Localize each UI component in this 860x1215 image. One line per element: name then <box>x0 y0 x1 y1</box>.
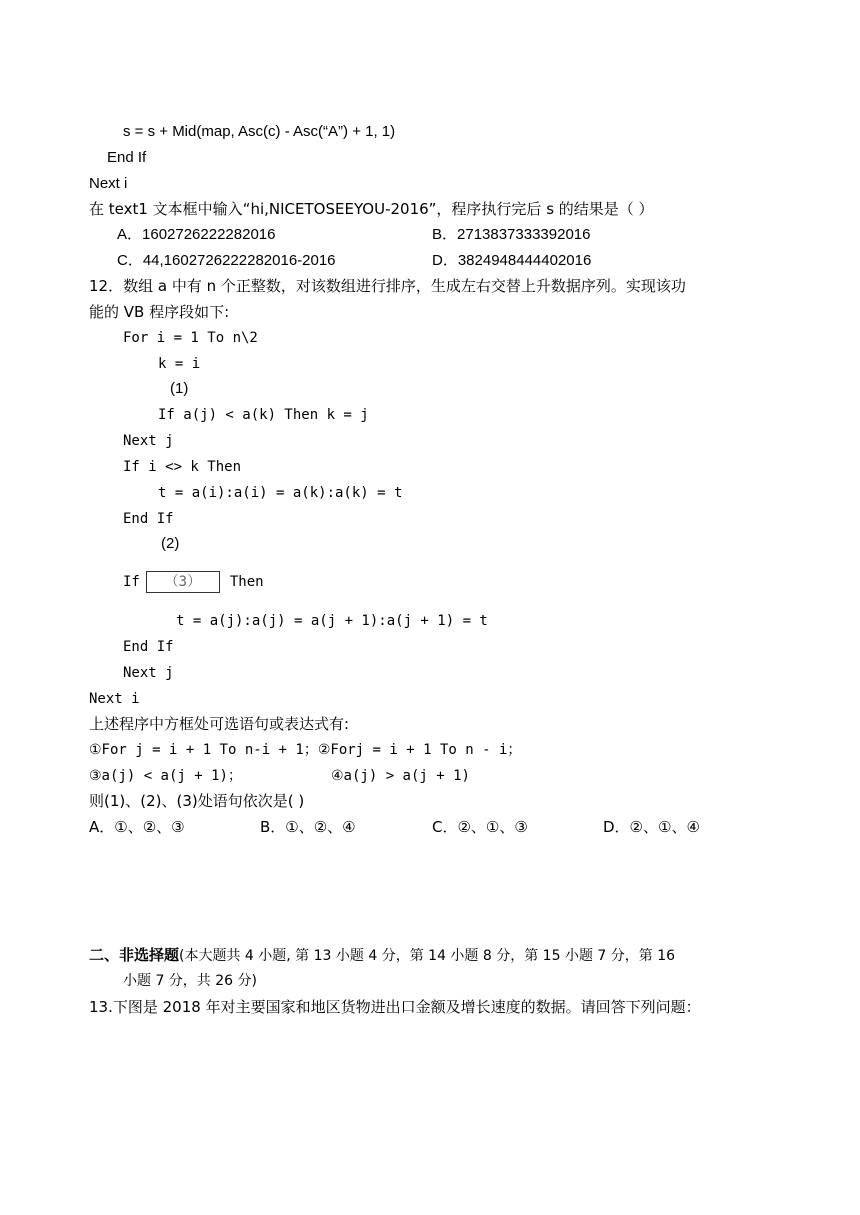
q13-stem: 13.下图是 2018 年对主要国家和地区货物进出口金额及增长速度的数据。请回答下列问题： <box>89 998 701 1016</box>
code-line-next-i: Next i <box>89 175 128 192</box>
q12-option-c: C．②、①、③ <box>432 818 528 836</box>
q12-option-a: A．①、②、③ <box>89 818 185 836</box>
q12-candidate-3: ③a(j) < a(j + 1)； <box>89 768 242 784</box>
code-line-end-if: End If <box>107 149 147 166</box>
section2-note-line1: (本大题共 4 小题, 第 13 小题 4 分，第 14 小题 8 分，第 15 小题 7 分，第 16 <box>179 948 676 964</box>
code-then-keyword: Then <box>229 574 264 590</box>
section2-note-line2: 小题 7 分，共 26 分) <box>123 973 257 989</box>
q11-option-d: D．3824948444402016 <box>432 252 592 269</box>
blank-2-label: (2) <box>161 535 180 552</box>
code-next-j-2: Next j <box>123 665 174 681</box>
q11-option-b: B．2713837333392016 <box>432 226 591 243</box>
q12-stem-line2: 能的 VB 程序段如下: <box>89 303 230 321</box>
section2-line1 <box>89 945 675 966</box>
q12-candidates-1-2: ①For j = i + 1 To n-i + 1；②Forj = i + 1 To n - i； <box>89 742 522 758</box>
q12-ask: 则(1)、(2)、(3)处语句依次是( ) <box>89 792 305 810</box>
q11-option-c: C．44,1602726222282016-2016 <box>117 252 336 269</box>
code-for-i: For i = 1 To n\2 <box>123 330 258 346</box>
q12-option-d: D．②、①、④ <box>603 818 700 836</box>
code-if-i-ne-k: If i <> k Then <box>123 459 242 475</box>
code-if-compare: If a(j) < a(k) Then k = j <box>158 407 369 423</box>
blank-1-label: (1) <box>170 380 189 397</box>
code-swap-j: t = a(j):a(j) = a(j + 1):a(j + 1) = t <box>176 613 488 629</box>
code-if-box-line <box>123 571 264 593</box>
code-end-if: End If <box>123 511 174 527</box>
q12-stem-line1: 12．数组 a 中有 n 个正整数，对该数组进行排序，生成左右交替上升数据序列。实现该功 <box>89 277 686 295</box>
q11-option-a: A．1602726222282016 <box>117 226 276 243</box>
q11-stem: 在 text1 文本框中输入“hi,NICETOSEEYOU-2016”，程序执行完后 s 的结果是（ ） <box>89 200 654 218</box>
code-if-keyword: If <box>123 574 140 590</box>
code-swap-ik: t = a(i):a(i) = a(k):a(k) = t <box>158 485 403 501</box>
q12-candidate-4: ④a(j) > a(j + 1) <box>331 768 470 784</box>
code-line-assign: s = s + Mid(map, Asc(c) - Asc(“A”) + 1, 1) <box>123 123 396 140</box>
code-next-i-2: Next i <box>89 691 140 707</box>
q12-candidates-title: 上述程序中方框处可选语句或表达式有: <box>89 715 350 733</box>
code-end-if-2: End If <box>123 639 174 655</box>
blank-3-box: （3） <box>146 571 220 593</box>
q12-option-b: B．①、②、④ <box>260 818 356 836</box>
section2-heading: 二、非选择题 <box>89 946 180 964</box>
code-next-j: Next j <box>123 433 174 449</box>
code-k-assign: k = i <box>158 356 201 372</box>
